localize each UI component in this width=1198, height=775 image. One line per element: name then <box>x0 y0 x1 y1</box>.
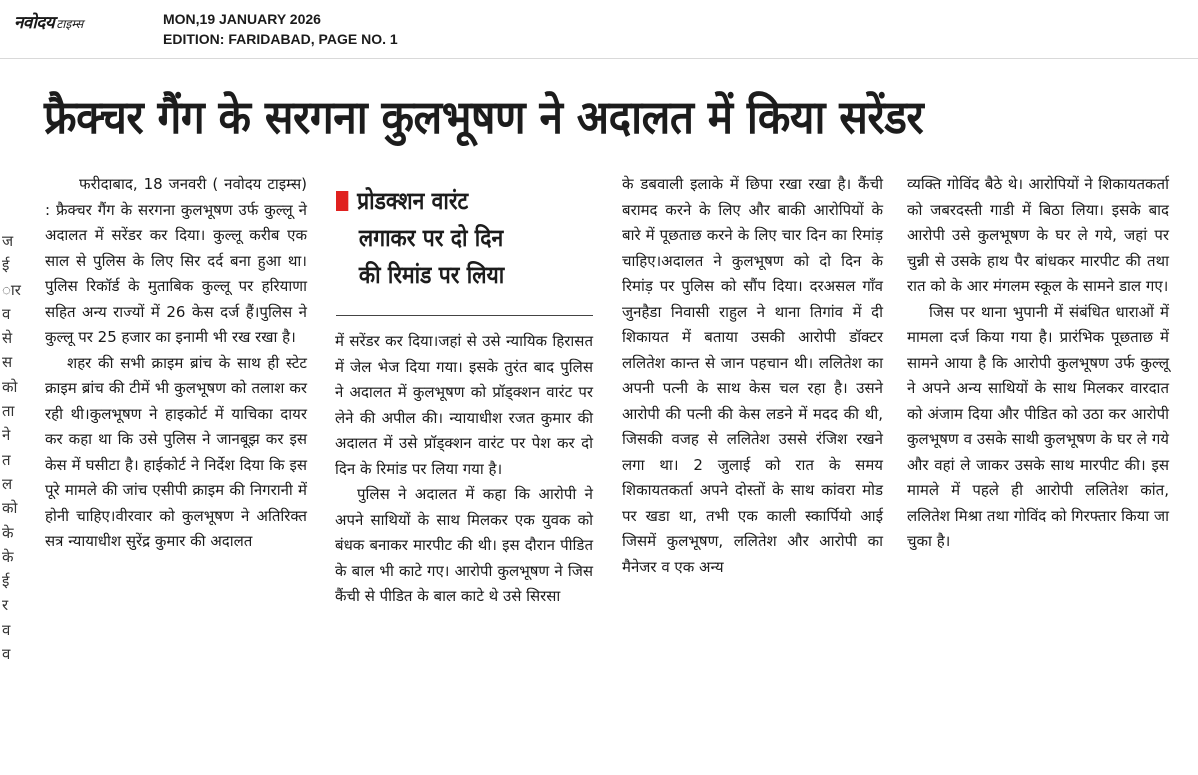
edge-fragment: र <box>2 596 9 615</box>
edge-fragment: को <box>2 377 18 396</box>
article-paragraph: के डबवाली इलाके में छिपा रखा रखा है। कैंची बरामद करने के लिए और बाकी आरोपियों के बारे में पूछताछ करने के लिए चार दिन का रिमांड़ चाहिए।अदालत ने कुलभूषण को दो दिन के रिमांड़ पर पुलिस को सौंप दिया। दरअसल गाँव जुनहैडा निवासी राहुल ने थाना तिगांव में दी शिकायत में बताया उसकी आरोपी डॉक्टर ललितेश कान्त से जान पहचान थी। ललितेश का अपनी पत्नी के साथ केस चल रहा है। उसने आरोपी की पत्नी की केस लडने में मदद की थी, जिसकी वजह से ललितेश उससे रंजिश रखने लगा था। 2 जुलाई को रात के समय शिकायतकर्ता अपने दोस्तों के साथ कांवरा मोड पर खडा था, तभी एक काली स्कार्पियो आई जिसमें कुलभूषण, ललितेश और आरोपी का मैनेजर व एक अन्य <box>622 175 883 576</box>
article-paragraph: पुलिस ने अदालत में कहा कि आरोपी ने अपने साथियों के साथ मिलकर एक युवक को बंधक बनाकर मारपीट की थी। इस दौरान पीडित के बाल भी काटे गए। आरोपी कुलभूषण ने जिस कैंची से पीडित के बाल काटे थे उसे सिरसा <box>335 485 593 605</box>
article-subheading <box>336 183 563 294</box>
subhead-line <box>336 183 563 220</box>
edge-fragment: ार <box>2 280 21 299</box>
red-bullet-marker <box>336 191 348 211</box>
edge-fragment: को <box>2 499 18 518</box>
edge-fragment: ज <box>2 232 14 250</box>
article-paragraph: शहर की सभी क्राइम ब्रांच के साथ ही स्टेट क्राइम ब्रांच की टीमें भी कुलभूषण को तलाश कर रही थी।कुलभूषण ने हाइकोर्ट में याचिका दायर कर कहा था कि उसे पुलिस ने जानबूझ कर इस केस में घसीटा है। हाईकोर्ट ने निर्देश दिया कि इस पूरे मामले की जांच एसीपी क्राइम की निगरानी में होनी चाहिए।वीरवार को कुलभूषण ने अतिरिक्त सत्र न्यायाधीश सुरेंद्र कुमार की अदालत <box>45 353 307 550</box>
edition-info: EDITION: FARIDABAD, PAGE NO. 1 <box>163 31 398 47</box>
article-paragraph: व्यक्ति गोविंद बैठे थे। आरोपियों ने शिकायतकर्ता को जबरदस्ती गाडी में बिठा लिया। इसके बाद आरोपी उसे कुलभूषण के घर ले गये, जहां पर चुन्नी से उसके हाथ पैर बांधकर मारपीट की तथा रात को के आर मंगलम स्कूल के सामने डाल गए। <box>907 175 1169 295</box>
subhead-line: की रिमांड पर लिया <box>358 261 505 289</box>
epaper-header <box>0 0 1198 59</box>
edge-fragment: ल <box>2 474 13 493</box>
edge-fragment: व <box>2 304 11 323</box>
subhead-line: लगाकर पर दो दिन <box>358 224 504 252</box>
logo-sub-text: टाइम्स <box>56 17 84 31</box>
article-column-3 <box>622 172 883 580</box>
article-paragraph: फरीदाबाद, 18 जनवरी ( नवोदय टाइम्स) : फ्रैक्चर गैंग के सरगना कुलभूषण उर्फ कुल्लू ने अदालत में सरेंडर कर दिया। कुल्लू करीब एक साल से पुलिस के लिए सिर दर्द बना हुआ था। पुलिस रिकॉर्ड के मुताबिक कुल्लू पर हरियाणा सहित अन्य राज्यों में 26 केस दर्ज हैं।पुलिस ने कुल्लू पर 25 हजार का इनामी भी रख रखा है। <box>45 175 307 346</box>
edge-fragment: ई <box>2 572 10 591</box>
article-column-2 <box>335 329 593 610</box>
newspaper-logo[interactable] <box>14 10 83 34</box>
edition-meta <box>163 9 398 49</box>
subhead-line-text: प्रोडक्शन वारंट <box>357 187 469 215</box>
article-headline: फ्रैक्चर गैंग के सरगना कुलभूषण ने अदालत में किया सरेंडर <box>44 90 924 144</box>
article-paragraph: में सरेंडर कर दिया।जहां से उसे न्यायिक हिरासत में जेल भेज दिया गया। इसके तुरंत बाद पुलिस ने अदालत में कुलभूषण को प्रॉड्क्शन वारंट पर लेने की अपील की। न्यायाधीश रजत कुमार की अदालत में उसे प्रॉड्क्शन वारंट पर पेश कर दो दिन के रिमांड पर लिया गया है। <box>335 332 593 478</box>
article-column-4 <box>907 172 1169 555</box>
edge-fragment: व <box>2 620 11 639</box>
issue-date: MON,19 JANUARY 2026 <box>163 11 321 27</box>
edge-fragment: ई <box>2 256 10 275</box>
edge-fragment: के <box>2 523 14 542</box>
edge-fragment: त <box>2 450 11 469</box>
logo-main-text: नवोदय <box>14 13 55 33</box>
article-paragraph: जिस पर थाना भुपानी में संबंधित धाराओं में मामला दर्ज किया गया है। प्रारंभिक पूछताछ में सामने आया है कि आरोपी कुलभूषण उर्फ कुल्लू ने अपने अन्य साथियों के साथ मिलकर वारदात को अंजाम दिया और पीडित को उठा कर आरोपी कुलभूषण व उसके साथी कुलभूषण के घर ले गये और वहां ले जाकर उसके साथ मारपीट की। इस मामले में पहले ही आरोपी ललितेश कांत, ललितेश मिश्रा तथा गोविंद को गिरफ्तार किया जा चुका है। <box>907 302 1169 550</box>
edge-fragment: ता <box>2 402 15 421</box>
article-column-1 <box>45 172 307 555</box>
edge-fragment: के <box>2 547 14 566</box>
subhead-divider <box>336 315 593 316</box>
edge-fragment: व <box>2 645 11 664</box>
newspaper-clipping <box>0 59 1198 775</box>
edge-fragment: स <box>2 353 13 372</box>
adjacent-article-edge <box>0 229 22 666</box>
edge-fragment: ने <box>2 426 11 445</box>
edge-fragment: से <box>2 329 13 348</box>
